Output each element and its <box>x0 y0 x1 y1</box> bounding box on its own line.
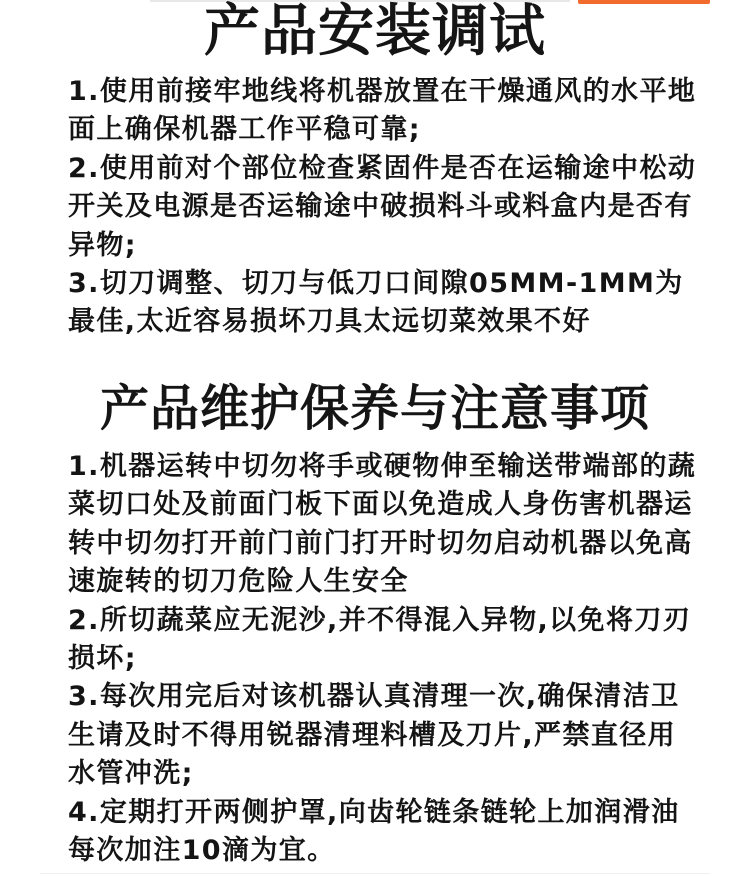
maintenance-heading: 产品维护保养与注意事项 <box>99 380 650 437</box>
maintenance-item-3: 3.每次用完后对该机器认真清理一次,确保清洁卫生请及时不得用锐器清理料槽及刀片,严禁直径用水管冲洗; <box>68 681 680 790</box>
install-item-2: 2.使用前对个部位检查紧固件是否在运输途中松动开关及电源是否运输途中破损料斗或料盒内是否有异物; <box>68 152 697 261</box>
install-heading: 产品安装调试 <box>204 0 546 64</box>
install-item-1: 1.使用前接牢地线将机器放置在干燥通风的水平地面上确保机器工作平稳可靠; <box>68 76 697 146</box>
maintenance-item-2: 2.所切蔬菜应无泥沙,并不得混入异物,以免将刀刃损坏; <box>68 604 692 675</box>
bottom-divider <box>40 873 710 874</box>
maintenance-section <box>0 378 750 870</box>
install-item-3: 3.切刀调整、切刀与低刀口间隙05MM-1MM为最佳,太近容易损坏刀具太远切菜效果不好 <box>68 268 684 338</box>
install-list <box>0 73 750 342</box>
install-section <box>0 0 750 342</box>
maintenance-item-1: 1.机器运转中切勿将手或硬物伸至输送带端部的蔬菜切口处及前面门板下面以免造成人身伤害机器运转中切勿打开前门前门打开时切勿启动机器以免高速旋转的切刀危险人生安全 <box>68 451 697 598</box>
maintenance-item-4: 4.定期打开两侧护罩,向齿轮链条链轮上加润滑油每次加注10滴为宜。 <box>68 796 680 867</box>
maintenance-list <box>0 448 750 870</box>
